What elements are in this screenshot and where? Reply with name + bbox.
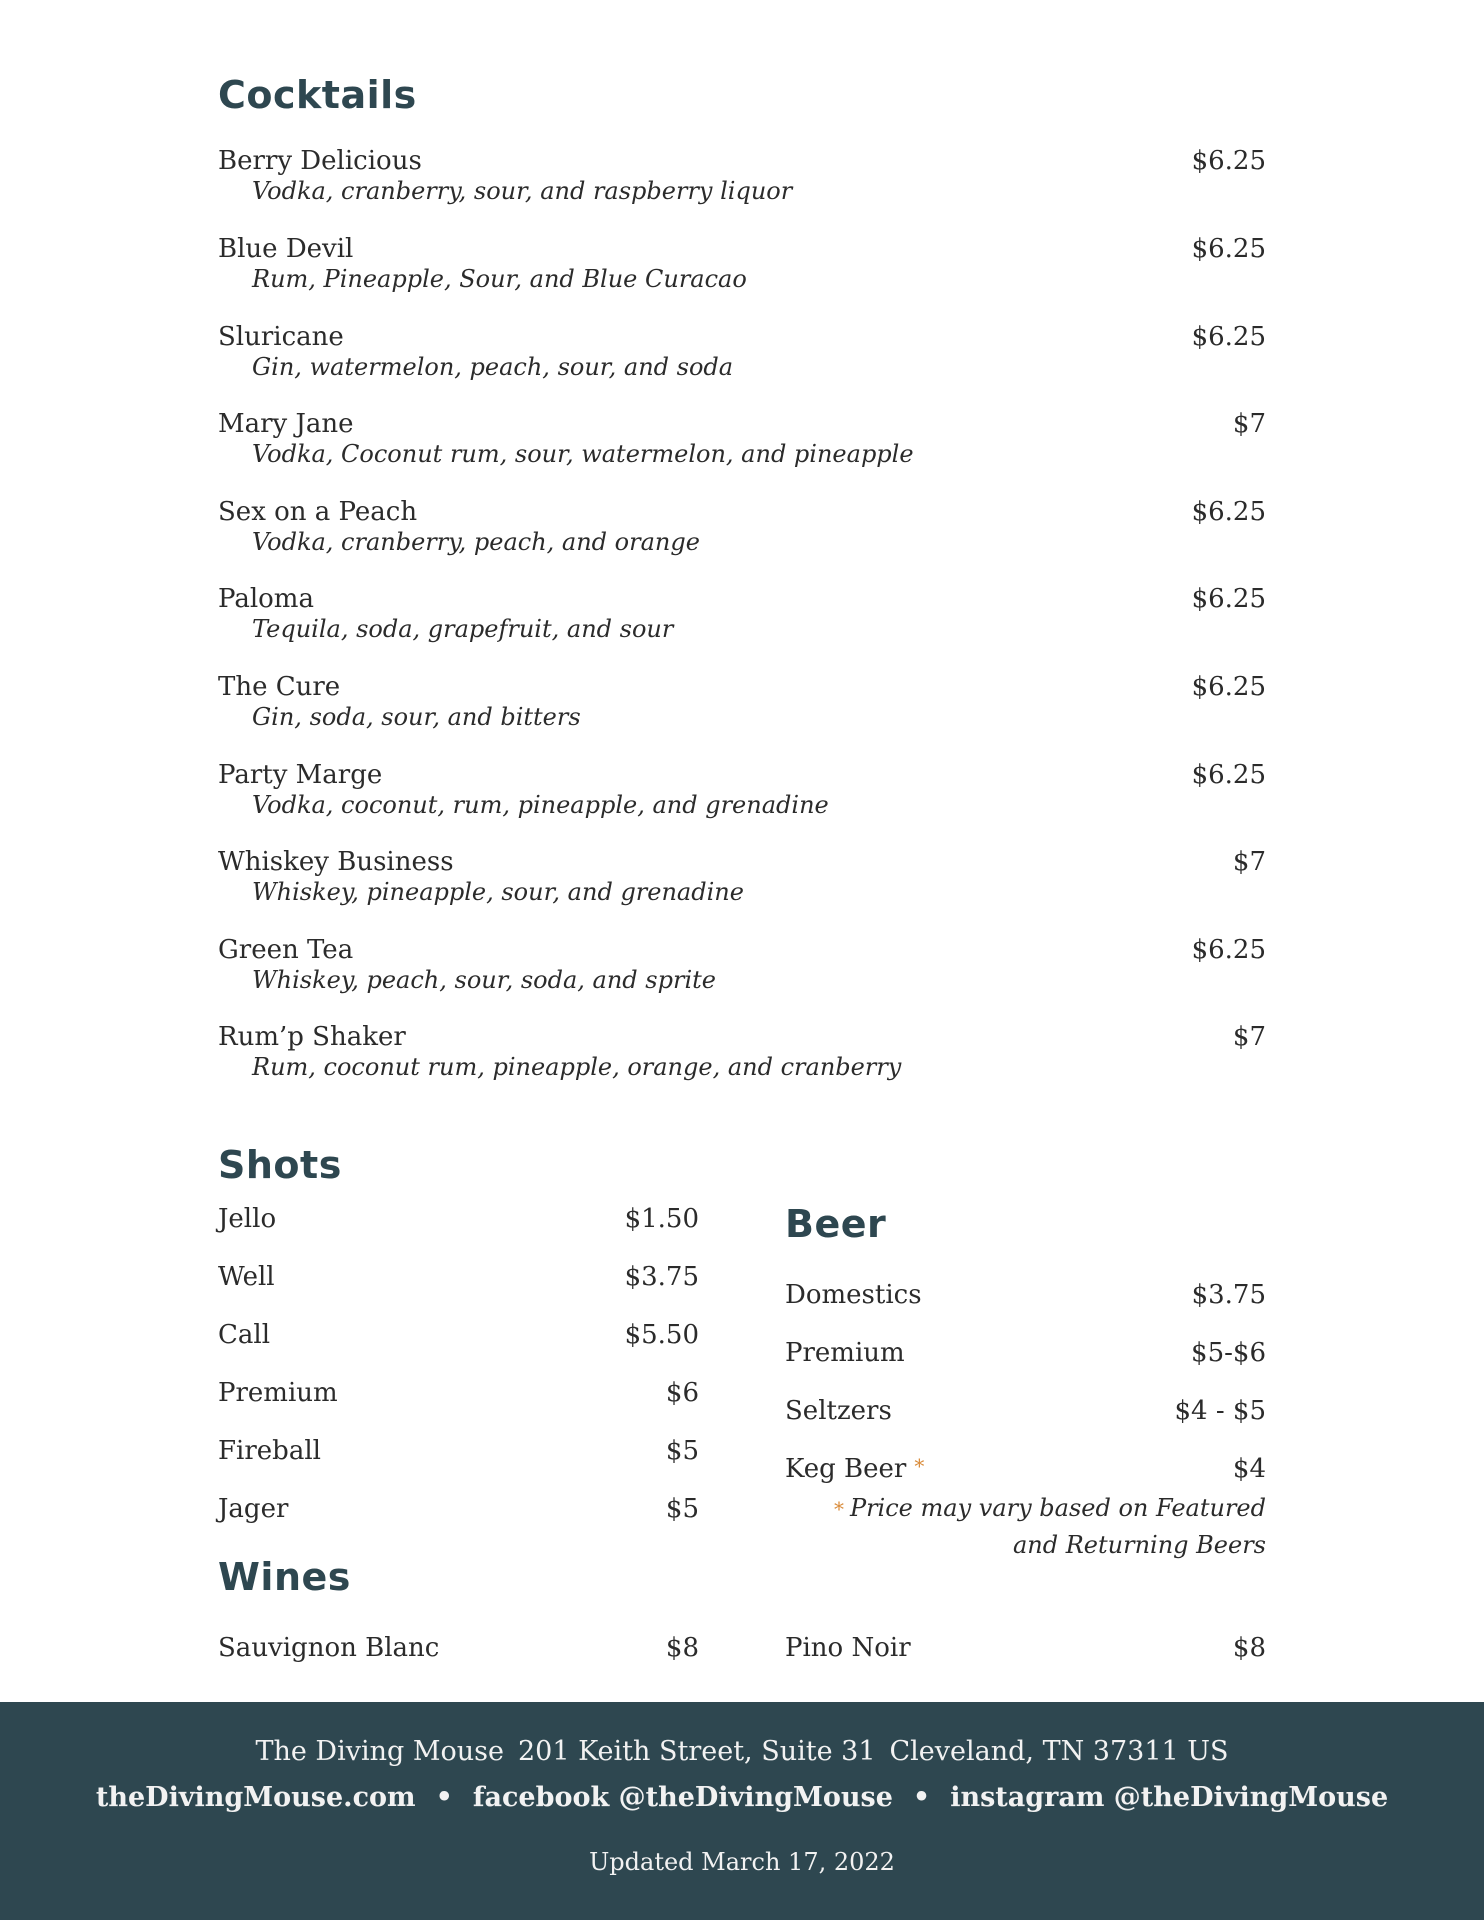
wine-price: $8 [665,1633,699,1663]
cocktail-name: Sex on a Peach [218,497,418,527]
cocktail-item [218,760,1266,820]
cocktail-description: Vodka, cranberry, sour, and raspberry liquor [252,177,793,206]
cocktail-description: Gin, watermelon, peach, sour, and soda [252,353,734,382]
wine-price: $8 [1232,1633,1266,1663]
cocktail-name: Berry Delicious [218,146,422,176]
cocktail-item [218,1022,1266,1082]
cocktail-name: Whiskey Business [218,847,454,877]
cocktail-name: Sluricane [218,322,344,352]
cocktail-item [218,234,1266,294]
shot-item [218,1320,699,1351]
cocktail-price: $7 [1232,409,1266,439]
shot-name: Premium [218,1378,338,1408]
beer-name: Premium [785,1338,905,1368]
cocktail-price: $7 [1232,847,1266,877]
wine-item [218,1633,699,1664]
wine-name: Pino Noir [785,1633,911,1663]
cocktail-name: Paloma [218,584,314,614]
beer-heading: Beer [785,1202,887,1246]
cocktail-price: $6.25 [1191,497,1266,527]
cocktail-item [218,584,1266,644]
cocktail-price: $7 [1232,1022,1266,1052]
shot-item [218,1436,699,1467]
cocktail-price: $6.25 [1191,672,1266,702]
cocktail-price: $6.25 [1191,146,1266,176]
beer-price: $4 [1232,1454,1266,1484]
shot-item [218,1494,699,1525]
shot-price: $5 [665,1436,699,1466]
cocktail-description: Gin, soda, sour, and bitters [252,703,581,732]
cocktail-item [218,847,1266,907]
shot-item [218,1204,699,1235]
shot-name: Jello [218,1204,277,1234]
shots-heading: Shots [218,1143,342,1187]
asterisk-icon: * [914,1454,925,1478]
shot-name: Jager [218,1494,289,1524]
keg-note-text: Price may vary based on Featured and Returning Beers [849,1494,1266,1559]
cocktail-name: Blue Devil [218,234,354,264]
cocktail-price: $6.25 [1191,584,1266,614]
cocktail-price: $6.25 [1191,760,1266,790]
footer-address [0,1736,1484,1767]
shot-price: $5 [665,1494,699,1524]
beer-price: $3.75 [1191,1280,1266,1310]
wines-heading: Wines [218,1555,351,1599]
cocktail-description: Whiskey, peach, sour, soda, and sprite [252,966,716,995]
cocktail-description: Rum, coconut rum, pineapple, orange, and cranberry [252,1053,902,1082]
cocktail-name: Party Marge [218,760,383,790]
wine-item [785,1633,1266,1664]
beer-price: $5-$6 [1191,1338,1266,1368]
shot-price: $1.50 [624,1204,699,1234]
updated-date: Updated March 17, 2022 [589,1848,895,1876]
beer-item [785,1454,1266,1485]
cocktail-name: Rum’p Shaker [218,1022,406,1052]
beer-item [785,1396,1266,1427]
cocktail-item [218,409,1266,469]
beer-item [785,1280,1266,1311]
cocktail-item [218,146,1266,206]
cocktail-price: $6.25 [1191,322,1266,352]
website-link[interactable]: theDivingMouse.com [95,1782,416,1813]
cocktail-description: Tequila, soda, grapefruit, and sour [252,615,674,644]
beer-name: Keg Beer [785,1454,907,1484]
cocktail-description: Rum, Pineapple, Sour, and Blue Curacao [252,265,747,294]
beer-price: $4 - $5 [1174,1396,1266,1426]
instagram-link[interactable]: instagram @theDivingMouse [950,1782,1389,1813]
shot-price: $6 [665,1378,699,1408]
cocktail-item [218,497,1266,557]
cocktail-description: Vodka, coconut, rum, pineapple, and grenadine [252,791,829,820]
shot-name: Fireball [218,1436,321,1466]
beer-name: Domestics [785,1280,922,1310]
cocktail-item [218,672,1266,732]
shot-price: $3.75 [624,1262,699,1292]
bullet-separator: • [912,1782,931,1813]
cocktail-description: Vodka, cranberry, peach, and orange [252,528,700,557]
shot-price: $5.50 [624,1320,699,1350]
footer-links [0,1782,1484,1813]
cocktail-price: $6.25 [1191,234,1266,264]
keg-beer-note [785,1490,1266,1563]
shot-name: Call [218,1320,271,1350]
cocktail-item [218,935,1266,995]
beer-item [785,1338,1266,1369]
street-address: 201 Keith Street, Suite 31 [517,1736,876,1767]
cocktails-heading: Cocktails [218,73,417,117]
wine-name: Sauvignon Blanc [218,1633,440,1663]
business-name: The Diving Mouse [255,1736,504,1767]
city-address: Cleveland, TN 37311 US [889,1736,1229,1767]
footer [0,1702,1484,1920]
shot-name: Well [218,1262,275,1292]
cocktail-price: $6.25 [1191,935,1266,965]
cocktail-name: Green Tea [218,935,354,965]
cocktail-description: Vodka, Coconut rum, sour, watermelon, and pineapple [252,440,914,469]
cocktail-name: The Cure [218,672,341,702]
beer-name: Seltzers [785,1396,892,1426]
shot-item [218,1262,699,1293]
facebook-link[interactable]: facebook @theDivingMouse [472,1782,893,1813]
asterisk-icon: * [833,1497,844,1521]
cocktail-item [218,322,1266,382]
shot-item [218,1378,699,1409]
cocktail-name: Mary Jane [218,409,354,439]
bullet-separator: • [435,1782,453,1813]
cocktail-description: Whiskey, pineapple, sour, and grenadine [252,878,744,907]
